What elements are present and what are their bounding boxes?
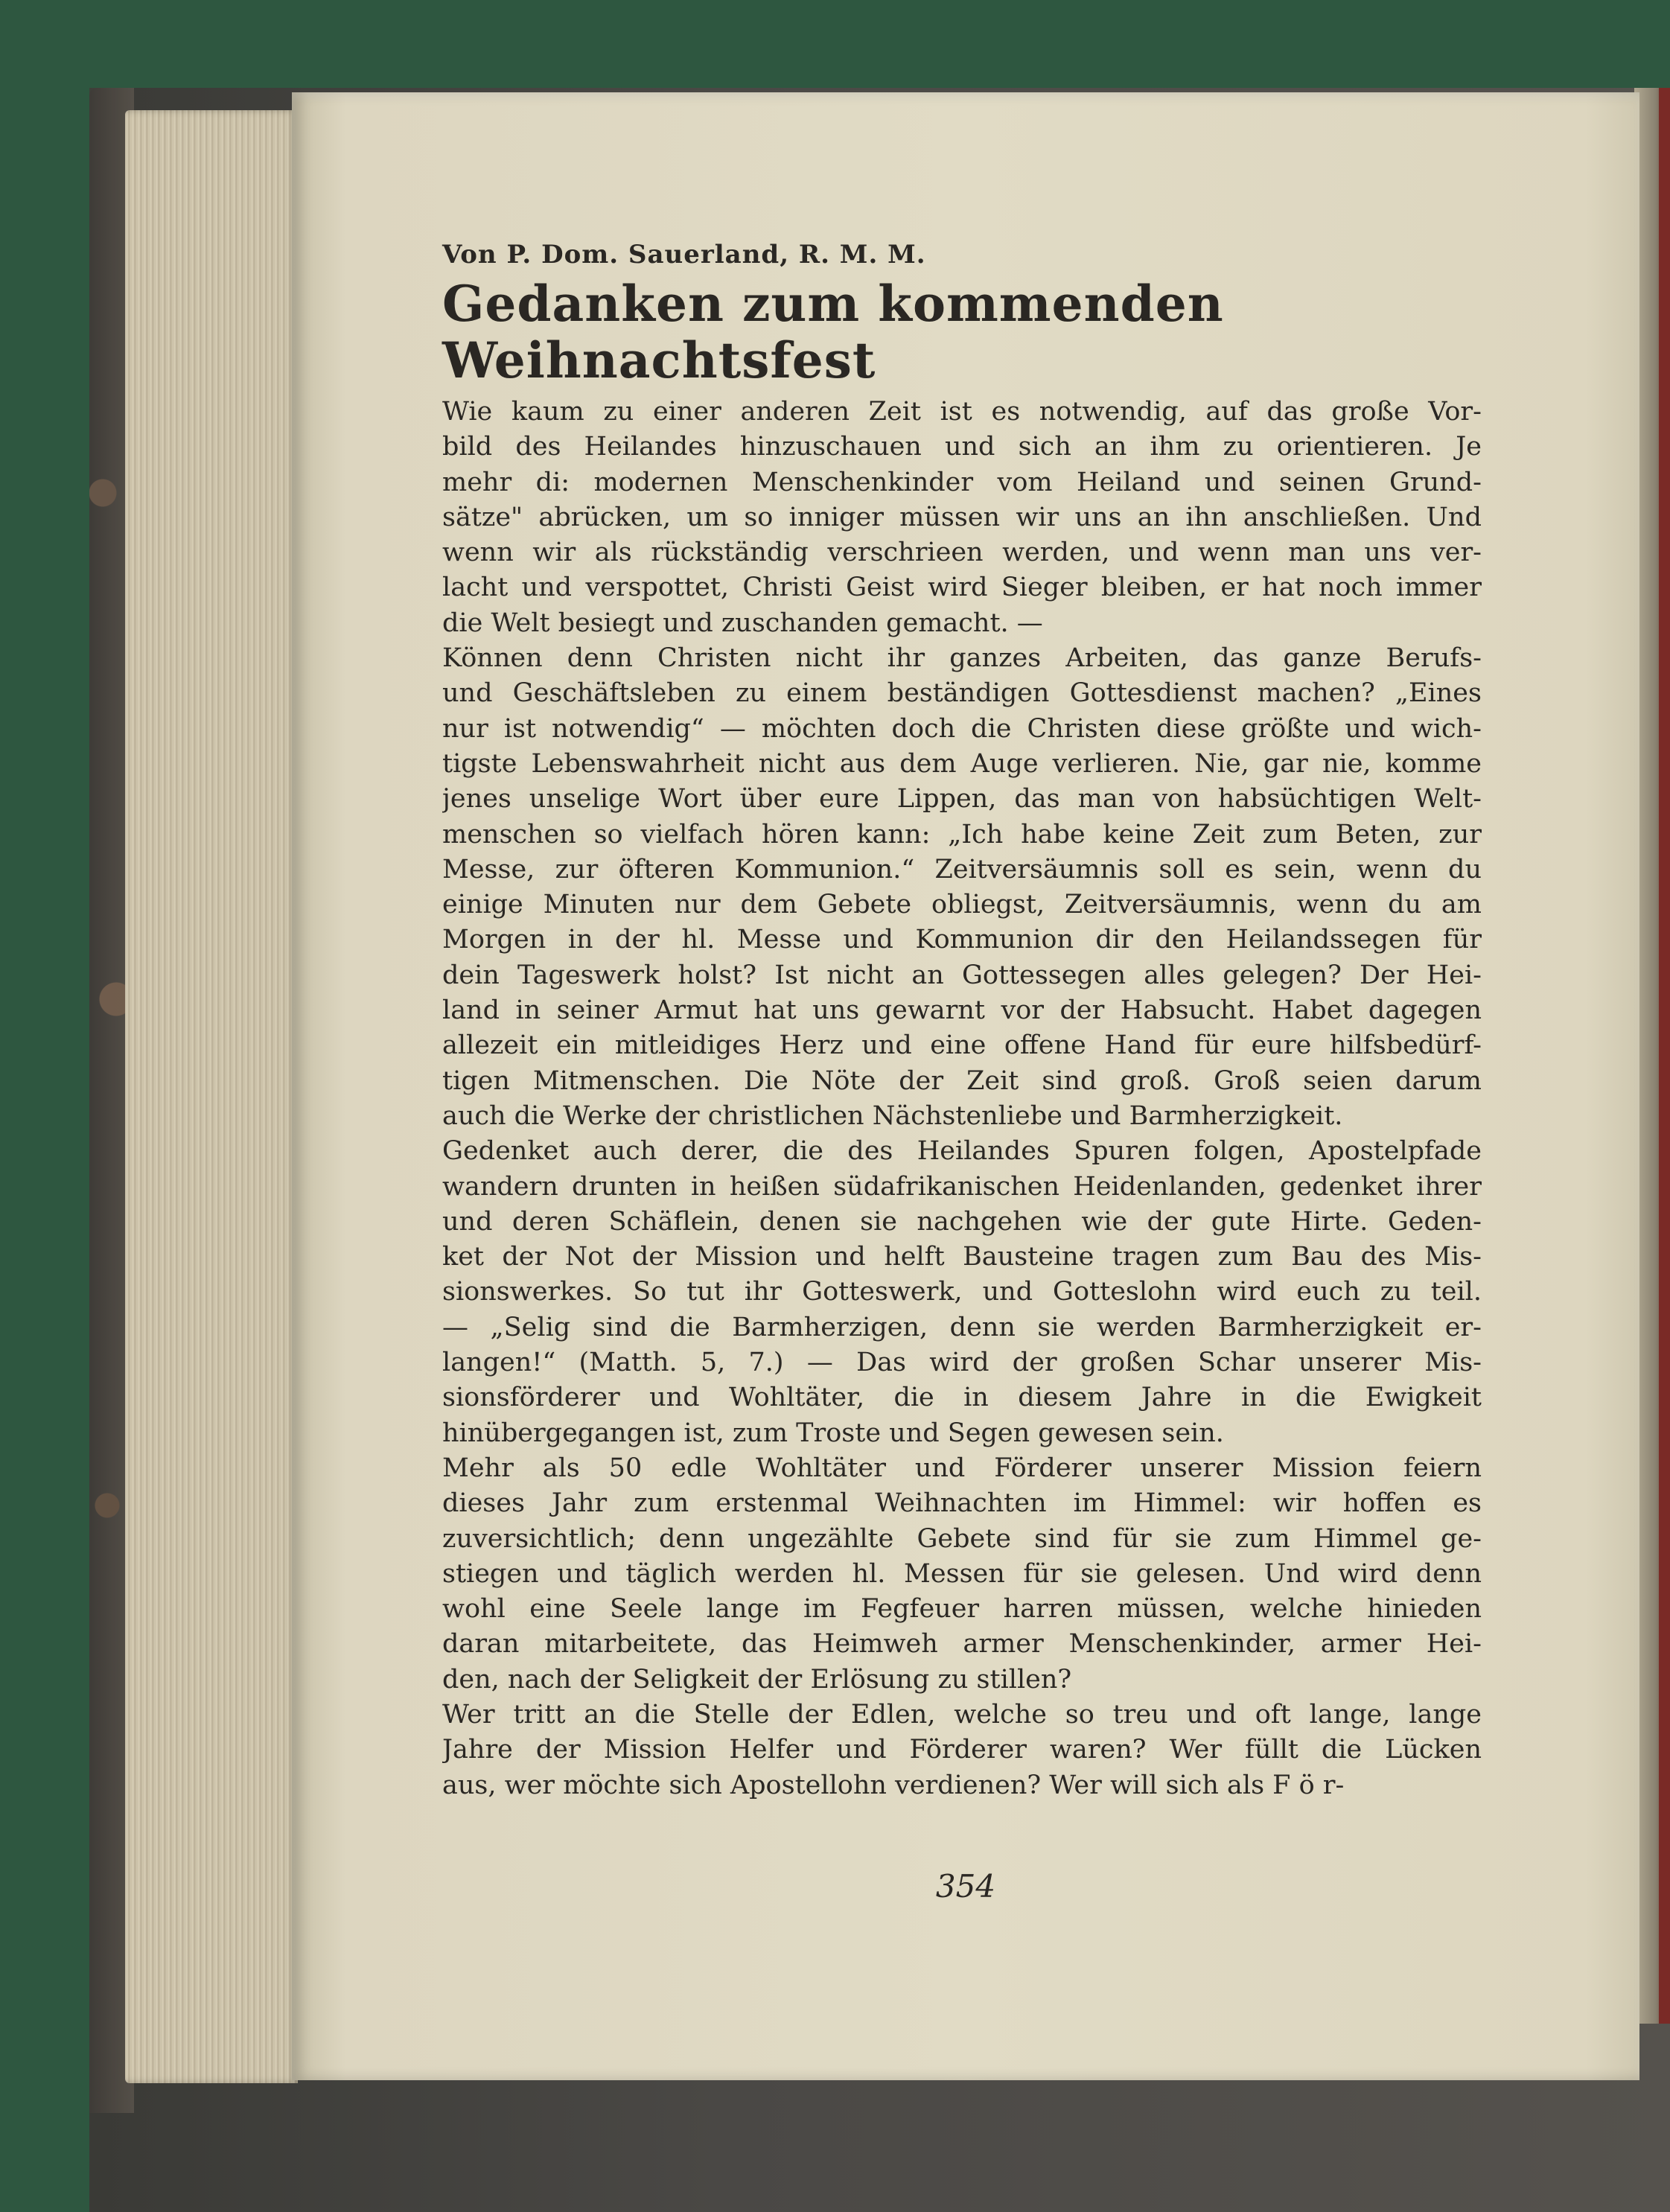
text-line: wohl eine Seele lange im Fegfeuer harren müssen, welche hinieden [442,1594,1482,1625]
text-line: langen!“ (Matth. 5, 7.) — Das wird der großen Schar unserer Mis- [442,1348,1482,1378]
article-title [442,275,1482,389]
text-line: sätze" abrücken, um so inniger müssen wir uns an ihn anschließen. Und [442,502,1482,532]
text-line: Wer tritt an die Stelle der Edlen, welche so treu und oft lange, lange [442,1699,1482,1730]
text-line: bild des Heilandes hinzuschauen und sich an ihm zu orientieren. Je [442,432,1482,462]
paragraph [442,1134,1482,1451]
text-line: daran mitarbeitete, das Heimweh armer Menschenkinder, armer Hei- [442,1629,1482,1660]
text-line: Gedenket auch derer, die des Heilandes Spuren folgen, Apostelpfade [442,1136,1482,1167]
paragraph [442,1451,1482,1698]
text-line: wandern drunten in heißen südafrikanischen Heidenlanden, gedenket ihrer [442,1171,1482,1202]
text-line: zuversichtlich; denn ungezählte Gebete sind für sie zum Himmel ge- [442,1523,1482,1554]
text-line: einige Minuten nur dem Gebete obliegst, Zeitversäumnis, wenn du am [442,890,1482,920]
text-line: menschen so vielfach hören kann: „Ich habe keine Zeit zum Beten, zur [442,819,1482,850]
text-line: und Geschäftsleben zu einem beständigen Gottesdienst machen? „Eines [442,678,1482,709]
text-line: dieses Jahr zum erstenmal Weihnachten im Himmel: wir hoffen es [442,1488,1482,1519]
text-line: tigen Mitmenschen. Die Nöte der Zeit sind groß. Groß seien darum [442,1065,1482,1096]
text-line: sionsförderer und Wohltäter, die in diesem Jahre in die Ewigkeit [442,1383,1482,1413]
text-line: auch die Werke der christlichen Nächstenliebe und Barmherzigkeit. [442,1100,1343,1131]
text-line: ket der Not der Mission und helft Bausteine tragen zum Bau des Mis- [442,1242,1482,1272]
paragraph [442,395,1482,641]
page-stack-edges [125,110,298,2083]
text-line: Mehr als 50 edle Wohltäter und Förderer unserer Mission feiern [442,1453,1482,1483]
book-page [292,92,1639,2080]
text-line: aus, wer möchte sich Apostellohn verdienen? Wer will sich als F ö r- [442,1770,1345,1800]
text-line: stiegen und täglich werden hl. Messen für sie gelesen. Und wird denn [442,1558,1482,1589]
text-line: sionswerkes. So tut ihr Gotteswerk, und Gotteslohn wird euch zu teil. [442,1277,1482,1307]
paragraph [442,1698,1482,1803]
article-body [442,395,1482,1803]
text-line: den, nach der Seligkeit der Erlösung zu stillen? [442,1664,1072,1695]
page-number: 354 [935,1868,996,1905]
text-line: wenn wir als rückständig verschrieen werden, und wenn man uns ver- [442,538,1482,568]
text-line: tigste Lebenswahrheit nicht aus dem Auge verlieren. Nie, gar nie, komme [442,748,1482,779]
article [442,238,1482,1803]
text-line: und deren Schäflein, denen sie nachgehen wie der gute Hirte. Geden- [442,1206,1482,1237]
text-line: nur ist notwendig“ — möchten doch die Christen diese größte und wich- [442,713,1482,744]
text-line: dein Tageswerk holst? Ist nicht an Gottessegen alles gelegen? Der Hei- [442,960,1482,990]
title-line: Weihnachtsfest [442,331,876,389]
text-line: Können denn Christen nicht ihr ganzes Arbeiten, das ganze Berufs- [442,643,1482,674]
text-line: allezeit ein mitleidiges Herz und eine offene Hand für eure hilfsbedürf- [442,1030,1482,1061]
text-line: land in seiner Armut hat uns gewarnt vor der Habsucht. Habet dagegen [442,995,1482,1026]
text-line: die Welt besiegt und zuschanden gemacht. — [442,608,1043,638]
title-line: Gedanken zum kommenden [442,275,1224,333]
text-line: — „Selig sind die Barmherzigen, denn sie werden Barmherzigkeit er- [442,1312,1482,1342]
text-line: Jahre der Mission Helfer und Förderer waren? Wer füllt die Lücken [442,1735,1482,1765]
text-line: hinübergegangen ist, zum Troste und Segen gewesen sein. [442,1418,1224,1448]
paragraph [442,641,1482,1134]
text-line: lacht und verspottet, Christi Geist wird Sieger bleiben, er hat noch immer [442,573,1482,603]
binding-strip [1659,88,1670,2024]
text-line: Morgen in der hl. Messe und Kommunion dir den Heilandssegen für [442,925,1482,955]
byline: Von P. Dom. Sauerland, R. M. M. [442,240,926,270]
text-line: jenes unselige Wort über eure Lippen, das man von habsüchtigen Welt- [442,784,1482,815]
text-line: mehr di: modernen Menschenkinder vom Heiland und seinen Grund- [442,467,1482,497]
text-line: Messe, zur öfteren Kommunion.“ Zeitversäumnis soll es sein, wenn du [442,854,1482,885]
text-line: Wie kaum zu einer anderen Zeit ist es notwendig, auf das große Vor- [442,397,1482,427]
